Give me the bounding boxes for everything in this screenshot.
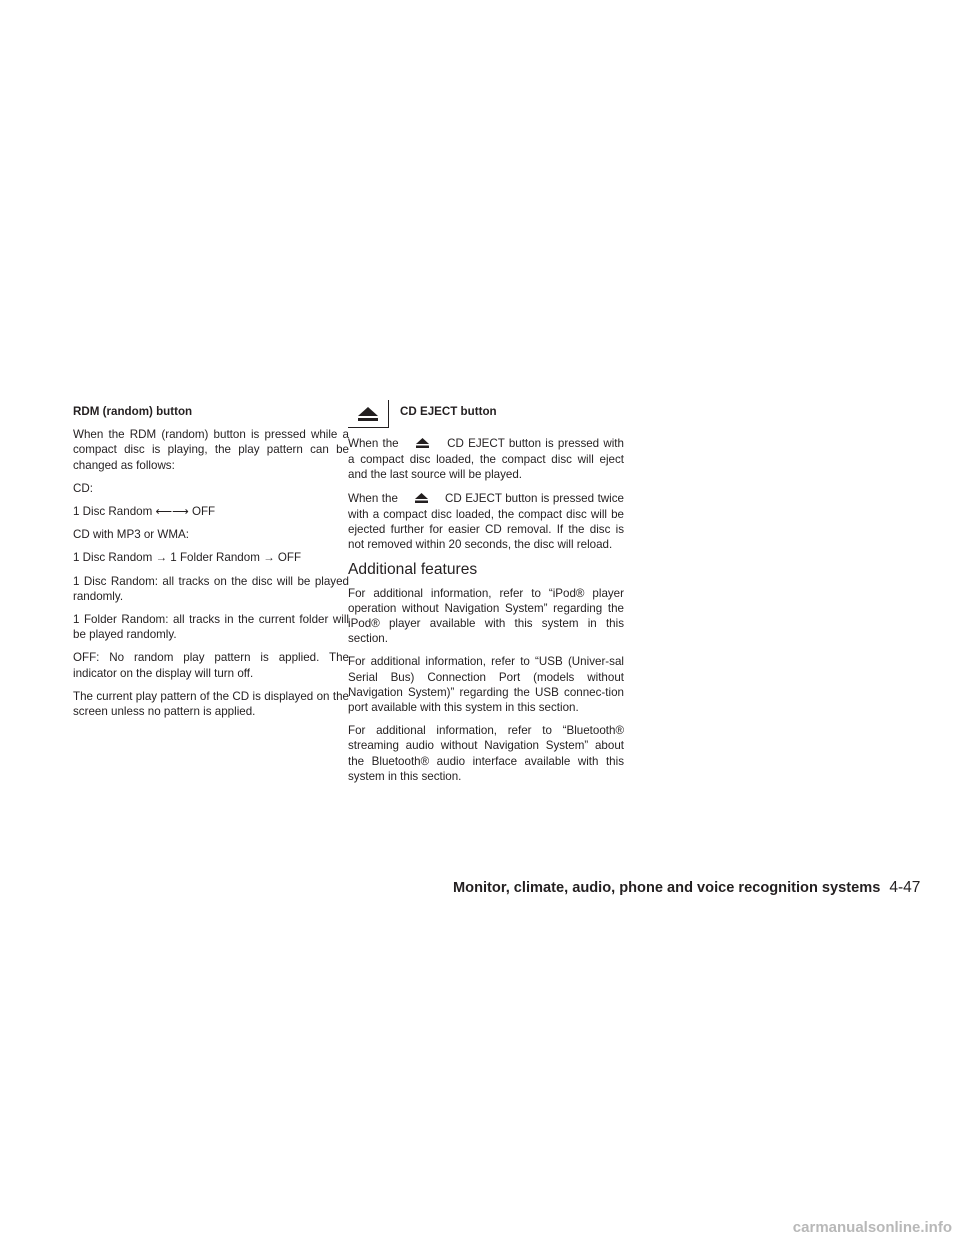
eject-p1-body: CD EJECT button is pressed with a compact disc loaded, the compact disc will eject and the last source will be played. [348,437,624,482]
current-pattern-desc: The current play pattern of the CD is displayed on the screen unless no pattern is applied. [73,689,349,719]
eject-icon [348,400,389,428]
page-footer [453,879,920,897]
eject-heading: CD EJECT button [400,405,497,418]
additional-ipod: For additional information, refer to “iPod® player operation without Navigation System” regarding the iPod® player available with this system in this section. [348,586,624,646]
off-desc: OFF: No random play pattern is applied. The indicator on the display will turn off. [73,651,349,680]
eject-icon [401,492,441,507]
eject-paragraph-2 [348,491,624,553]
watermark: carmanualsonline.info [792,1219,952,1236]
folder-random-desc: 1 Folder Random: all tracks in the current folder will be played randomly. [73,613,349,642]
cd-label: CD: [73,481,93,495]
rdm-heading: RDM (random) button [73,405,193,418]
cd-pattern: 1 Disc Random ⟵⟶ OFF [73,505,216,519]
mp3-label: CD with MP3 or WMA: [73,528,189,542]
additional-usb: For additional information, refer to “USB (Univer-sal Serial Bus) Connection Port (models without Navigation System)” regarding the USB connec-tion port available with this system in this section. [348,655,624,715]
eject-p1-lead: When the [348,437,399,450]
eject-icon [403,437,443,452]
eject-heading-block [348,404,624,434]
mp3-pattern: 1 Disc Random → 1 Folder Random → OFF [73,551,302,565]
eject-p2-body: CD EJECT button is pressed twice with a compact disc loaded, the compact disc will be ejected further for easier CD removal. If the disc is not removed within 20 seconds, the disc will reload. [348,491,624,552]
additional-bluetooth: For additional information, refer to “Bluetooth® streaming audio without Navigation System” about the Bluetooth® audio interface available with this system in this section. [348,724,624,783]
additional-features-heading: Additional features [348,561,478,579]
page-number: 4-47 [889,879,921,896]
left-column [73,404,349,727]
eject-paragraph-1 [348,436,624,483]
disc-random-desc: 1 Disc Random: all tracks on the disc will be played randomly. [73,574,349,603]
eject-p2-lead: When the [348,491,398,505]
footer-section-title: Monitor, climate, audio, phone and voice recognition systems [453,880,881,896]
rdm-intro: When the RDM (random) button is pressed while a compact disc is playing, the play pattern can be changed as follows: [73,428,349,472]
right-column [348,404,624,792]
